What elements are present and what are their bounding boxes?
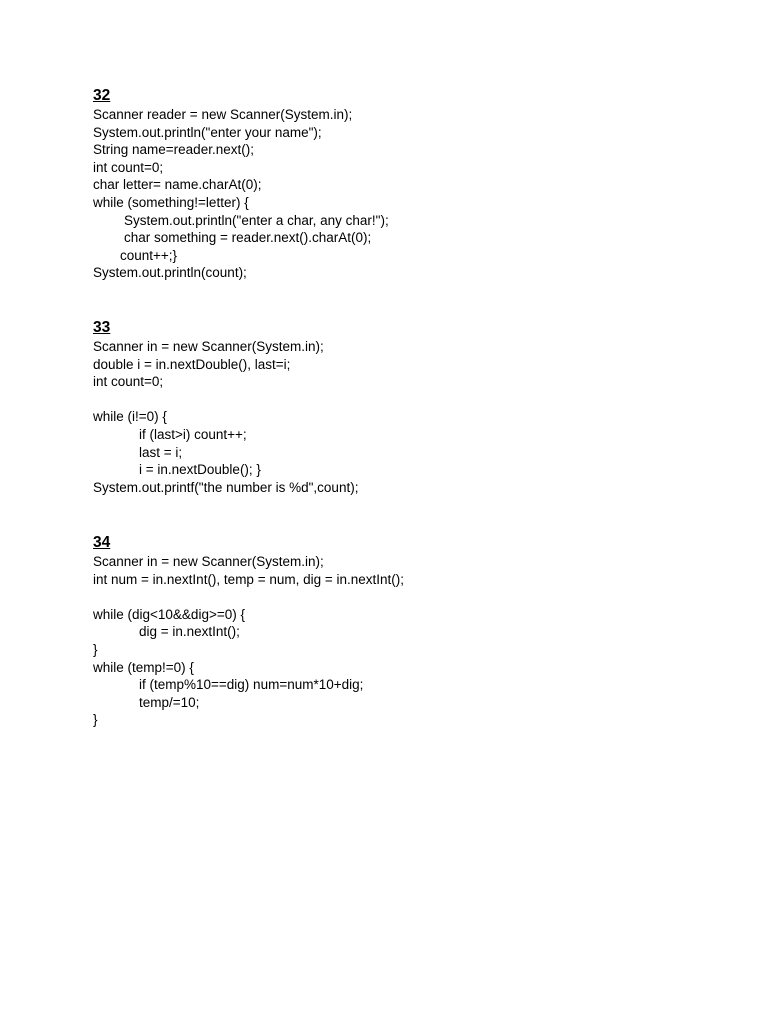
code-line: while (i!=0) { <box>93 409 167 425</box>
code-line: System.out.printf("the number is %d",count); <box>93 479 359 495</box>
code-line: String name=reader.next(); <box>93 142 254 158</box>
code-line: int count=0; <box>93 159 164 175</box>
code-line: Scanner in = new Scanner(System.in); <box>93 554 324 569</box>
question-number: 32 <box>93 87 111 104</box>
code-line: if (last>i) count++; <box>139 426 247 442</box>
code-line: while (dig<10&&dig>=0) { <box>93 606 245 622</box>
code-line: while (something!=letter) { <box>93 194 249 210</box>
code-line: int count=0; <box>93 374 164 390</box>
code-line: i = in.nextDouble(); } <box>139 462 261 478</box>
code-line: if (temp%10==dig) num=num*10+dig; <box>139 677 364 693</box>
question-number: 34 <box>93 534 111 551</box>
code-line <box>93 391 713 409</box>
code-line: System.out.println("enter a char, any char!"); <box>124 212 389 228</box>
code-listing <box>93 553 713 729</box>
question-33 <box>93 318 713 496</box>
code-listing <box>93 338 713 496</box>
question-32 <box>93 86 713 282</box>
code-line: while (temp!=0) { <box>93 659 194 675</box>
code-line: temp/=10; <box>139 694 200 710</box>
question-number: 33 <box>93 319 111 336</box>
code-line: } <box>93 641 98 657</box>
code-line: dig = in.nextInt(); <box>139 624 240 640</box>
code-listing <box>93 106 713 282</box>
code-line: int num = in.nextInt(), temp = num, dig = in.nextInt(); <box>93 571 405 587</box>
code-line: count++;} <box>120 247 178 263</box>
code-line: } <box>93 712 98 728</box>
question-34 <box>93 533 713 729</box>
code-line: char something = reader.next().charAt(0); <box>124 230 372 246</box>
code-line: System.out.println("enter your name"); <box>93 124 322 140</box>
code-line: last = i; <box>139 444 183 460</box>
code-line <box>93 588 713 606</box>
code-line: Scanner reader = new Scanner(System.in); <box>93 107 353 122</box>
code-line: double i = in.nextDouble(), last=i; <box>93 356 291 372</box>
code-line: char letter= name.charAt(0); <box>93 177 262 193</box>
code-line: Scanner in = new Scanner(System.in); <box>93 339 324 354</box>
code-line: System.out.println(count); <box>93 265 247 281</box>
